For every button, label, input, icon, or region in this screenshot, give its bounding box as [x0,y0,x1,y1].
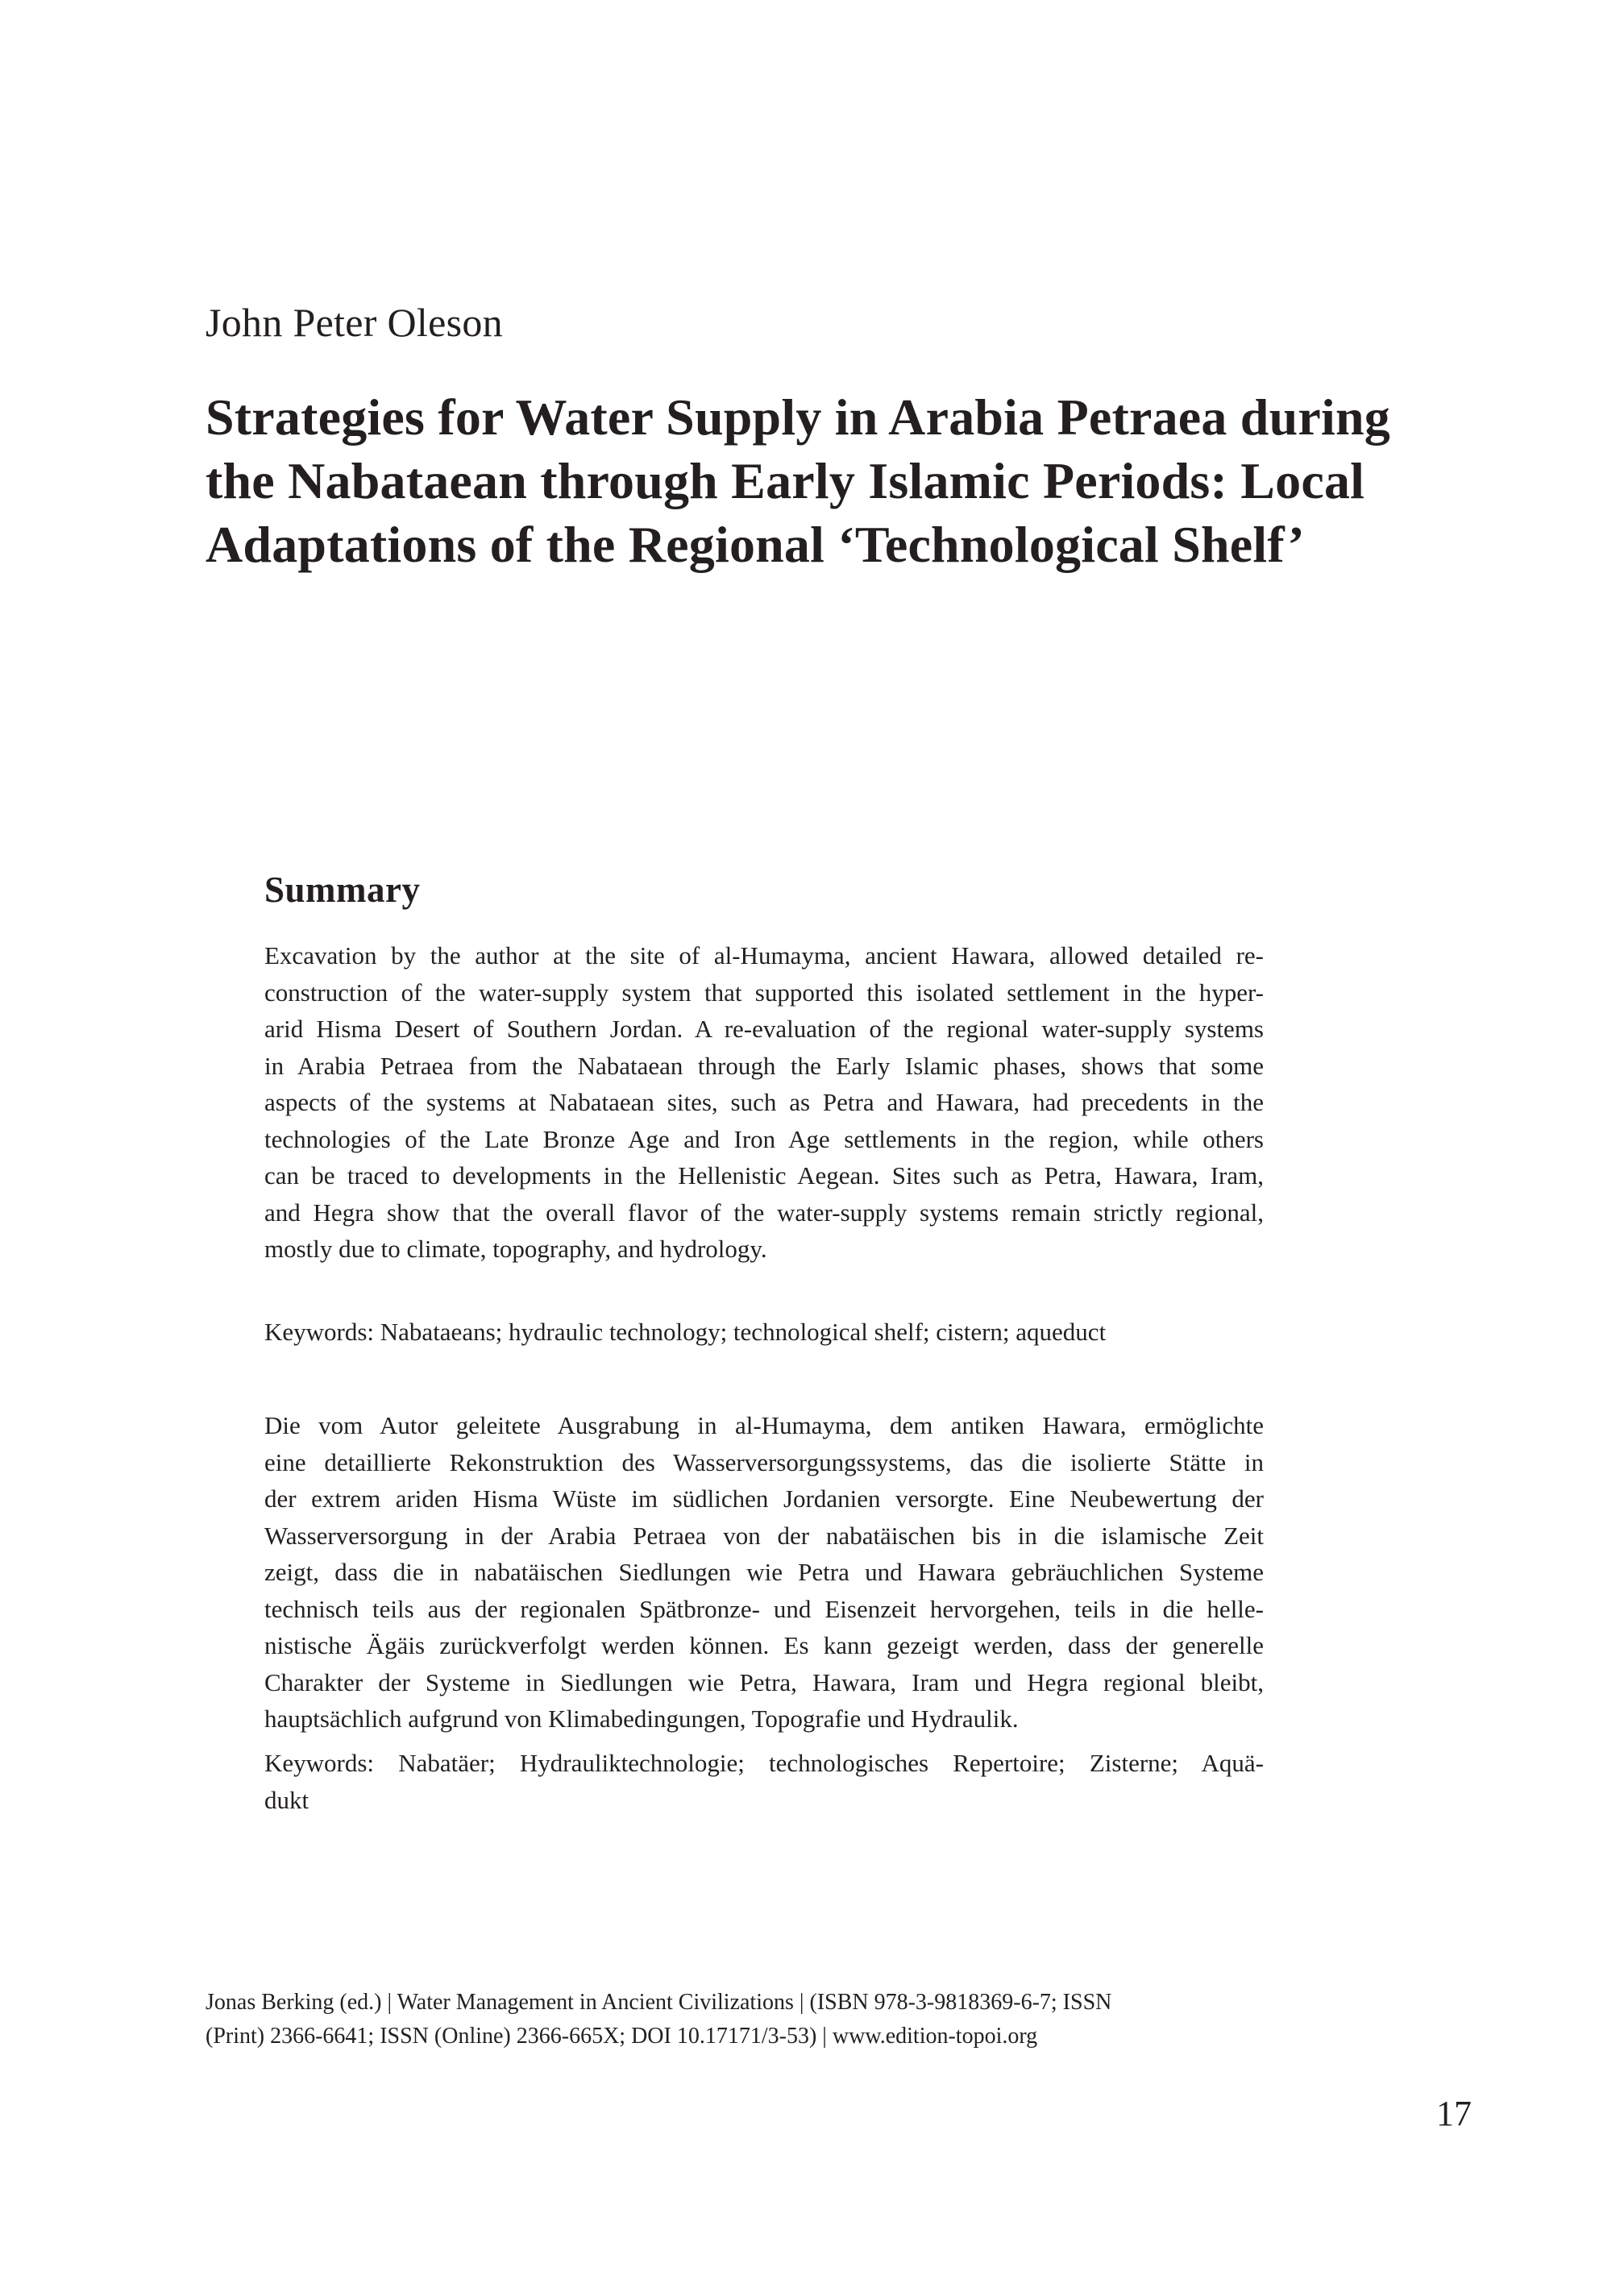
summary-line: Excavation by the author at the site of al-Humayma, ancient Hawara, allowed detailed re- [264,941,1264,970]
summary-line: technologies of the Late Bronze Age and Iron Age settlements in the region, while others [264,1124,1264,1153]
author-name: John Peter Oleson [206,300,503,345]
page-number: 17 [1436,2094,1472,2133]
keywords-english [264,1314,1264,1351]
summary-line: zeigt, dass die in nabatäischen Siedlungen wie Petra und Hawara gebräuchlichen Systeme [264,1558,1264,1586]
summary-line: Die vom Autor geleitete Ausgrabung in al-Humayma, dem antiken Hawara, ermöglichte [264,1411,1264,1439]
keywords-line: Keywords: Nabataeans; hydraulic technology; technological shelf; cistern; aqueduct [264,1318,1107,1346]
keywords-line: dukt [264,1785,309,1814]
citation-footer [206,1986,1111,2053]
summary-line: arid Hisma Desert of Southern Jordan. A re-evaluation of the regional water-supply systems [264,1015,1264,1043]
summary-line: nistische Ägäis zurückverfolgt werden können. Es kann gezeigt werden, dass der generelle [264,1631,1264,1659]
footer-line: (Print) 2366-6641; ISSN (Online) 2366-665X; DOI 10.17171/3-53) | www.edition-topoi.org [206,2024,1038,2049]
summary-line: and Hegra show that the overall flavor of the water-supply systems remain strictly regional, [264,1198,1264,1227]
keywords-line: Keywords: Nabatäer; Hydrauliktechnologie; technologisches Repertoire; Zisterne; Aquä- [264,1749,1264,1777]
title-line: Adaptations of the Regional ‘Technological Shelf’ [206,516,1305,573]
article-title [206,385,1527,576]
summary-line: der extrem ariden Hisma Wüste im südlichen Jordanien versorgte. Eine Neubewertung der [264,1484,1264,1513]
footer-line: Jonas Berking (ed.) | Water Management in Ancient Civilizations | (ISBN 978-3-9818369-6-7; ISSN [206,1990,1112,2015]
summary-line: Charakter der Systeme in Siedlungen wie Petra, Hawara, Iram und Hegra regional bleibt, [264,1667,1264,1696]
summary-line: aspects of the systems at Nabataean sites, such as Petra and Hawara, had precedents in the [264,1088,1264,1116]
summary-line: Wasserversorgung in der Arabia Petraea von der nabatäischen bis in die islamische Zeit [264,1521,1264,1550]
summary-german [264,1407,1264,1738]
title-line: Strategies for Water Supply in Arabia Petraea during [206,388,1390,446]
summary-heading: Summary [264,870,421,910]
summary-line: eine detaillierte Rekonstruktion des Wasserversorgungssystems, das die isolierte Stätte in [264,1447,1264,1476]
title-line: the Nabataean through Early Islamic Periods: Local [206,452,1365,509]
keywords-german [264,1745,1264,1818]
summary-english [264,937,1264,1268]
summary-line: hauptsächlich aufgrund von Klimabedingungen, Topografie und Hydraulik. [264,1704,1019,1733]
summary-line: mostly due to climate, topography, and hydrology. [264,1235,767,1263]
summary-line: in Arabia Petraea from the Nabataean through the Early Islamic phases, shows that some [264,1051,1264,1080]
summary-line: construction of the water-supply system that supported this isolated settlement in the hyper- [264,978,1264,1007]
summary-line: technisch teils aus der regionalen Spätbronze- und Eisenzeit hervorgehen, teils in die helle- [264,1594,1264,1623]
summary-line: can be traced to developments in the Hellenistic Aegean. Sites such as Petra, Hawara, Iram, [264,1161,1264,1190]
